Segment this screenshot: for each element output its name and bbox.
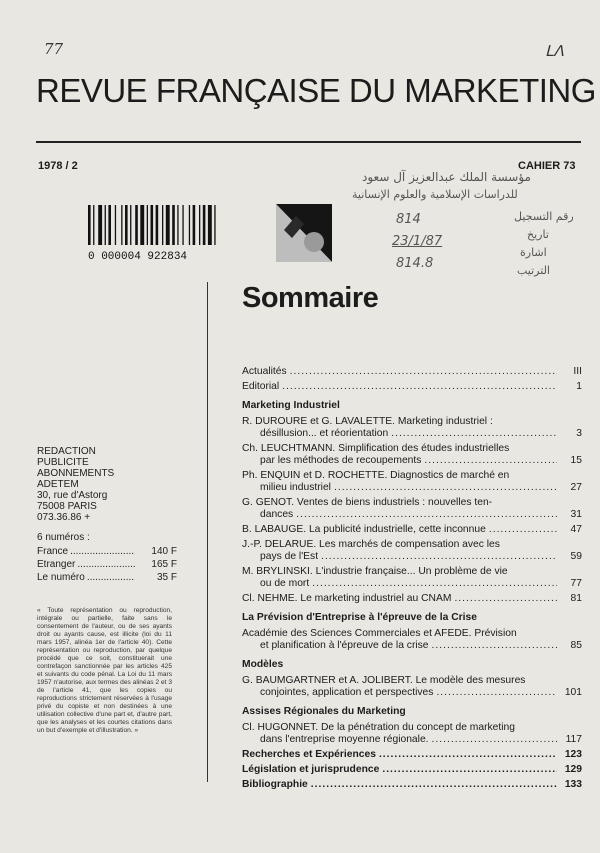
toc-page-number: 123 <box>564 749 582 760</box>
toc-page-number: 117 <box>565 734 582 745</box>
barcode-bar <box>98 205 102 245</box>
toc-section-heading <box>242 400 582 412</box>
barcode-bar <box>121 205 122 245</box>
barcode-bar <box>108 205 111 245</box>
toc-entry <box>242 497 582 521</box>
price-row <box>37 572 177 583</box>
price-label: Le numéro <box>37 572 85 583</box>
barcode-bar <box>130 205 131 245</box>
barcode-bar <box>125 205 128 245</box>
issue-cahier: CAHIER 73 <box>518 160 576 172</box>
toc-page-number: 129 <box>564 764 582 775</box>
toc-entry-text: Académie des Sciences Commerciales et AFEDE. Prévision <box>242 628 517 639</box>
barcode-bar <box>151 205 154 245</box>
toc-entry <box>242 443 582 467</box>
toc-page-number: 133 <box>564 779 582 790</box>
barcode-bar <box>172 205 175 245</box>
office-address <box>37 446 114 523</box>
toc-entry-text: Bibliographie <box>242 779 308 790</box>
stamp-date: 23/1/87 <box>392 234 443 249</box>
toc-entry-text: Recherches et Expériences <box>242 749 376 760</box>
barcode-bar <box>105 205 106 245</box>
stamp-label-4: الترتيب <box>517 264 550 277</box>
toc-section-heading <box>242 612 582 624</box>
toc-entry <box>242 779 582 791</box>
toc-page-number: 27 <box>570 482 582 493</box>
toc-entry-text: dans l'entreprise moyenne régionale. <box>260 734 429 745</box>
subscription-prices <box>37 532 177 583</box>
toc-page-number: 81 <box>570 593 582 604</box>
toc-entry-text: Ph. ENQUIN et D. ROCHETTE. Diagnostics de marché en <box>242 470 510 481</box>
library-stamp <box>352 168 572 288</box>
barcode-bar <box>166 205 170 245</box>
office-line: 30, rue d'Astorg <box>37 490 108 501</box>
toc-entry-text: et planification à l'épreuve de la crise <box>260 640 429 651</box>
toc-entry <box>242 675 582 699</box>
numeros-label: 6 numéros : <box>37 532 90 543</box>
office-line: REDACTION <box>37 446 96 457</box>
handwritten-number: 77 <box>44 40 64 58</box>
toc-entry <box>242 628 582 652</box>
adetem-logo <box>276 204 332 262</box>
barcode-bar <box>182 205 183 245</box>
toc-entry-text: Actualités <box>242 366 287 377</box>
price-value: 165 F <box>151 559 177 570</box>
price-value: 35 F <box>156 572 177 583</box>
toc-page-number: 59 <box>570 551 582 562</box>
toc-entry-text: milieu industriel <box>260 482 331 493</box>
toc-entry-text: Cl. NEHME. Le marketing industriel au CNAM <box>242 593 452 604</box>
barcode-bars <box>88 203 273 263</box>
toc-entry-text: G. GENOT. Ventes de biens industriels : nouvelles ten- <box>242 497 493 508</box>
toc-page-number: 3 <box>576 428 582 439</box>
barcode-bar <box>135 205 138 245</box>
toc-entry-text: R. DUROURE et G. LAVALETTE. Marketing industriel : <box>242 416 493 427</box>
stamp-number: 814 <box>396 212 421 227</box>
toc-entry-text: Ch. LEUCHTMANN. Simplification des études industrielles <box>242 443 510 454</box>
stamp-label-2: تاريخ <box>527 228 549 241</box>
toc-entry-text: désillusion... et réorientation <box>260 428 389 439</box>
toc-entry <box>242 416 582 440</box>
toc-entry <box>242 566 582 590</box>
journal-title: REVUE FRANÇAISE DU MARKETING <box>36 72 596 109</box>
copyright-notice: « Toute représentation ou reproduction, intégrale ou partielle, faite sans le consentement de l'auteur, ou de ses ayants droit ou ayants cause, est illicite (loi du 11 mars 1957, alinéa 1er de l'article 40). Cette représentation ou reproduction, par quelque procédé que ce soit, constituerait une contrefaçon sanctionnée par les articles 425 et suivants du code pénal. La Loi du 11 mars 1957 n'autorise, aux termes des alinéas 2 et 3 de l'article 41, que les copies ou reproductions strictement réservées à l'usage privé du copiste et non destinées à une utilisation collective d'une part et, d'autre part, que les analyses et les courtes citations dans un but d'exemple et d'illustration. » <box>37 607 172 734</box>
toc-entry-text: Assises Régionales du Marketing <box>242 706 406 717</box>
toc-entry-text: M. BRYLINSKI. L'industrie française... Un problème de vie <box>242 566 508 577</box>
price-label: Etranger <box>37 559 76 570</box>
barcode-bar <box>115 205 116 245</box>
barcode-bar <box>189 205 190 245</box>
toc-entry-text: La Prévision d'Entreprise à l'épreuve de la Crise <box>242 612 477 623</box>
stamp-line-1: مؤسسة الملك عبدالعزيز آل سعود <box>362 170 531 184</box>
barcode-bar <box>147 205 148 245</box>
toc-entry <box>242 366 582 378</box>
toc-page-number: 31 <box>570 509 582 520</box>
table-of-contents <box>242 366 582 794</box>
barcode-bar <box>177 205 178 245</box>
barcode-bar <box>88 205 91 245</box>
toc-entry-text: G. BAUMGARTNER et A. JOLIBERT. Le modèle des mesures <box>242 675 526 686</box>
toc-entry-text: J.-P. DELARUE. Les marchés de compensation avec les <box>242 539 500 550</box>
barcode-bar <box>203 205 206 245</box>
stamp-label-1: رقم التسجيل <box>514 210 574 223</box>
toc-entry-text: par les méthodes de recoupements <box>260 455 422 466</box>
toc-entry-text: Cl. HUGONNET. De la pénétration du concept de marketing <box>242 722 515 733</box>
sommaire-title: Sommaire <box>242 282 379 314</box>
toc-entry-text: Modèles <box>242 659 284 670</box>
barcode-bar <box>140 205 144 245</box>
toc-entry <box>242 593 582 605</box>
barcode-bar <box>162 205 163 245</box>
barcode <box>88 203 273 263</box>
barcode-digits: 0 000004 922834 <box>88 251 188 263</box>
barcode-bar <box>156 205 159 245</box>
toc-page-number: 15 <box>570 455 582 466</box>
office-line: ABONNEMENTS <box>37 468 115 479</box>
stamp-line-2: للدراسات الإسلامية والعلوم الإنسانية <box>352 188 518 201</box>
toc-entry <box>242 764 582 776</box>
toc-entry-text: pays de l'Est <box>260 551 319 562</box>
office-line: ADETEM <box>37 479 79 490</box>
toc-entry-text: ou de mort <box>260 578 310 589</box>
toc-entry-text: conjointes, application et perspectives <box>260 687 434 698</box>
toc-section-heading <box>242 706 582 718</box>
barcode-bar <box>93 205 94 245</box>
price-row <box>37 546 177 557</box>
toc-entry-text: Marketing Industriel <box>242 400 340 411</box>
toc-entry <box>242 470 582 494</box>
toc-page-number: III <box>573 366 582 377</box>
toc-entry-text: dances <box>260 509 294 520</box>
toc-entry-text: Editorial <box>242 381 280 392</box>
office-line: 75008 PARIS <box>37 501 97 512</box>
toc-entry <box>242 381 582 393</box>
toc-page-number: 101 <box>564 687 582 698</box>
toc-entry <box>242 524 582 536</box>
barcode-bar <box>214 205 215 245</box>
price-row <box>37 559 177 570</box>
toc-page-number: 85 <box>570 640 582 651</box>
toc-entry-text: B. LABAUGE. La publicité industrielle, cette inconnue <box>242 524 486 535</box>
barcode-bar <box>208 205 212 245</box>
toc-page-number: 47 <box>570 524 582 535</box>
issue-date: 1978 / 2 <box>38 160 78 172</box>
header-rule <box>36 141 581 143</box>
toc-page-number: 1 <box>576 381 582 392</box>
barcode-bar <box>199 205 200 245</box>
stamp-label-3: اشارة <box>520 246 547 259</box>
toc-entry <box>242 722 582 746</box>
office-line: PUBLICITE <box>37 457 89 468</box>
barcode-bar <box>193 205 196 245</box>
toc-entry-text: Législation et jurisprudence <box>242 764 380 775</box>
stamp-call-number: 814.8 <box>396 256 434 271</box>
toc-entry <box>242 749 582 761</box>
column-divider <box>207 282 208 782</box>
handwritten-mark: ᒪᐱ <box>545 42 564 60</box>
toc-entry <box>242 539 582 563</box>
toc-section-heading <box>242 659 582 671</box>
price-value: 140 F <box>151 546 177 557</box>
office-line: 073.36.86 + <box>37 512 91 523</box>
price-label: France <box>37 546 69 557</box>
toc-page-number: 77 <box>570 578 582 589</box>
